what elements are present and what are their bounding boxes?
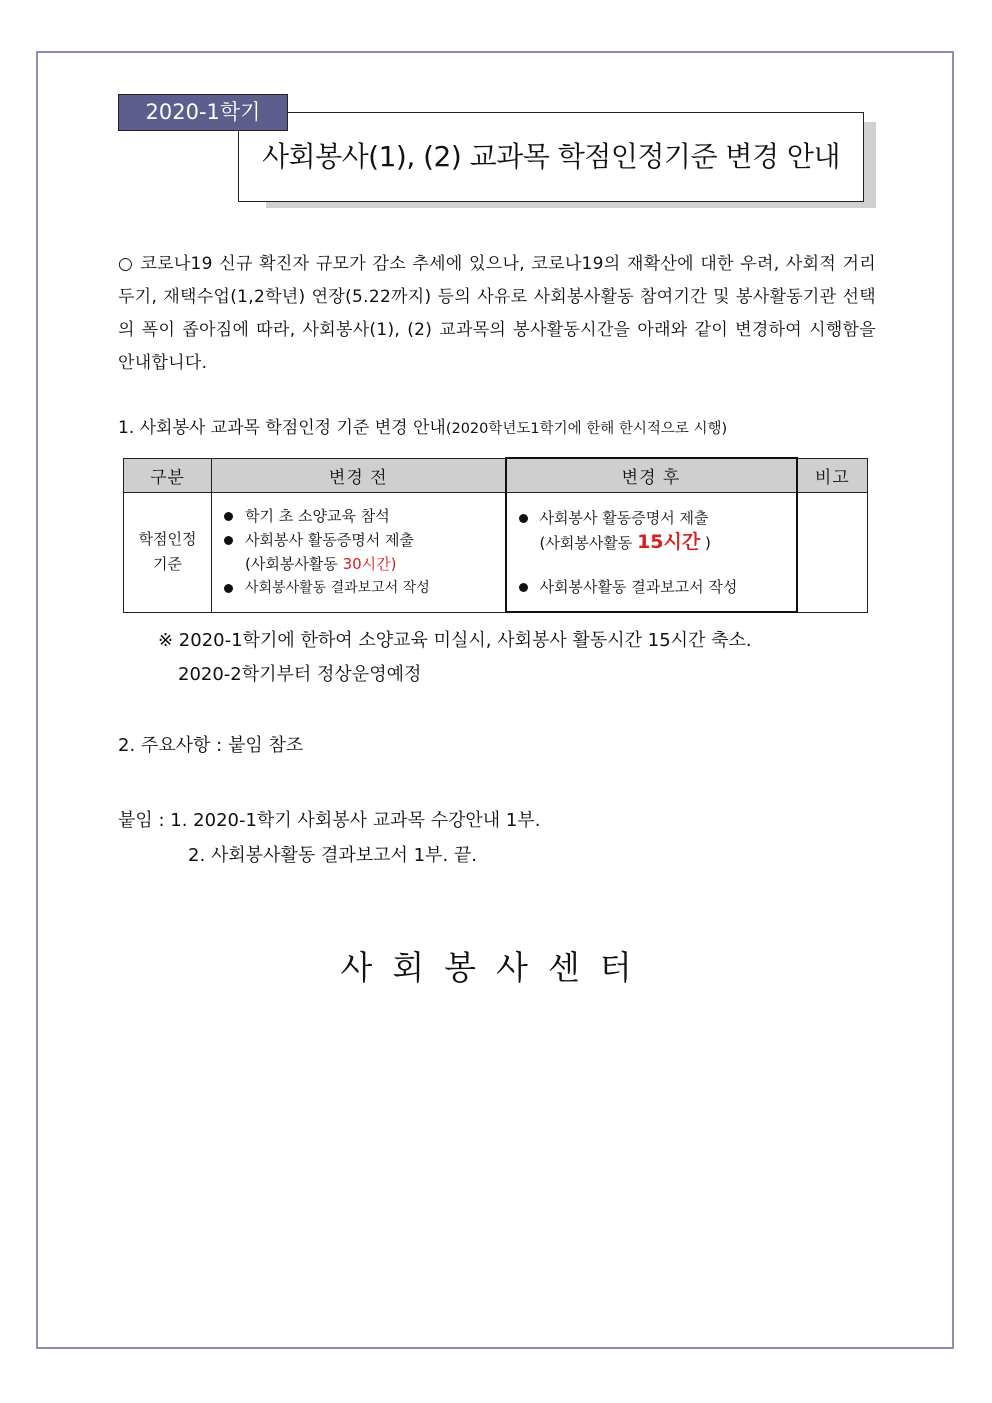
table-row (124, 493, 868, 613)
before-item2-detail (245, 552, 505, 576)
section1-title: 1. 사회봉사 교과목 학점인정 기준 변경 안내 (118, 418, 446, 438)
after-list (507, 506, 796, 599)
section1-note: (2020학년도1학기에 한해 한시적으로 시행) (445, 421, 728, 437)
before-detail-prefix: (사회봉사활동 (245, 555, 343, 574)
after-detail-suffix: ) (705, 533, 711, 552)
after-item1: 사회봉사 활동증명서 제출 (539, 508, 709, 527)
attachment-line2: 2. 사회봉사활동 결과보고서 1부. 끝. (188, 845, 477, 866)
after-hours: 15시간 (637, 530, 701, 553)
list-item (515, 506, 796, 555)
attachment-line1: 붙임 : 1. 2020-1학기 사회봉사 교과목 수강안내 1부. (118, 810, 541, 831)
page-border (36, 51, 954, 1349)
category-cell (124, 493, 212, 613)
section1-heading (118, 414, 878, 443)
list-item (220, 528, 505, 576)
list-item (220, 504, 505, 528)
note-line1: ※ 2020-1학기에 한하여 소양교육 미실시, 사회봉사 활동시간 15시간 축소. (158, 630, 752, 651)
category-line1: 학점인정 (138, 530, 197, 549)
before-item3: 사회봉사활동 결과보고서 작성 (245, 580, 430, 597)
section2: 2. 주요사항 : 붙임 참조 (118, 735, 304, 756)
after-item2: 사회봉사활동 결과보고서 작성 (539, 577, 738, 596)
header-remarks: 비고 (797, 458, 868, 493)
after-detail-prefix: (사회봉사활동 (539, 533, 638, 552)
attachments (118, 803, 540, 873)
header-category: 구분 (124, 458, 212, 493)
document-title: 사회봉사(1), (2) 교과목 학점인정기준 변경 안내 (238, 112, 864, 202)
before-cell (212, 493, 506, 613)
table-header-row (124, 458, 868, 493)
header-before: 변경 전 (212, 458, 506, 493)
after-cell (506, 493, 797, 613)
list-item (220, 576, 505, 600)
before-list (212, 504, 505, 600)
before-item1: 학기 초 소양교육 참석 (245, 507, 390, 526)
list-item (515, 575, 796, 599)
category-line2: 기준 (153, 555, 182, 574)
signature: 사회봉사센터 (340, 948, 652, 987)
intro-paragraph: ○ 코로나19 신규 확진자 규모가 감소 추세에 있으나, 코로나19의 재확산에 대한 우려, 사회적 거리 두기, 재택수업(1,2학년) 연장(5.22까지) 등의 사유로 사회봉사활동 참여기간 및 봉사활동기관 선택의 폭이 좁아짐에 따라, 사회봉사(1), (2) 교과목의 봉사활동시간을 아래와 같이 변경하여 시행함을 안내합니다. (118, 254, 876, 373)
note (158, 624, 878, 692)
before-hours: 30시간) (342, 555, 397, 574)
criteria-table (123, 457, 868, 613)
header-after: 변경 후 (506, 458, 797, 493)
note-line2: 2020-2학기부터 정상운영예정 (178, 664, 422, 685)
before-item2: 사회봉사 활동증명서 제출 (245, 531, 414, 550)
semester-tag: 2020-1학기 (118, 94, 288, 131)
after-item1-detail (540, 530, 796, 555)
remarks-cell (797, 493, 868, 613)
